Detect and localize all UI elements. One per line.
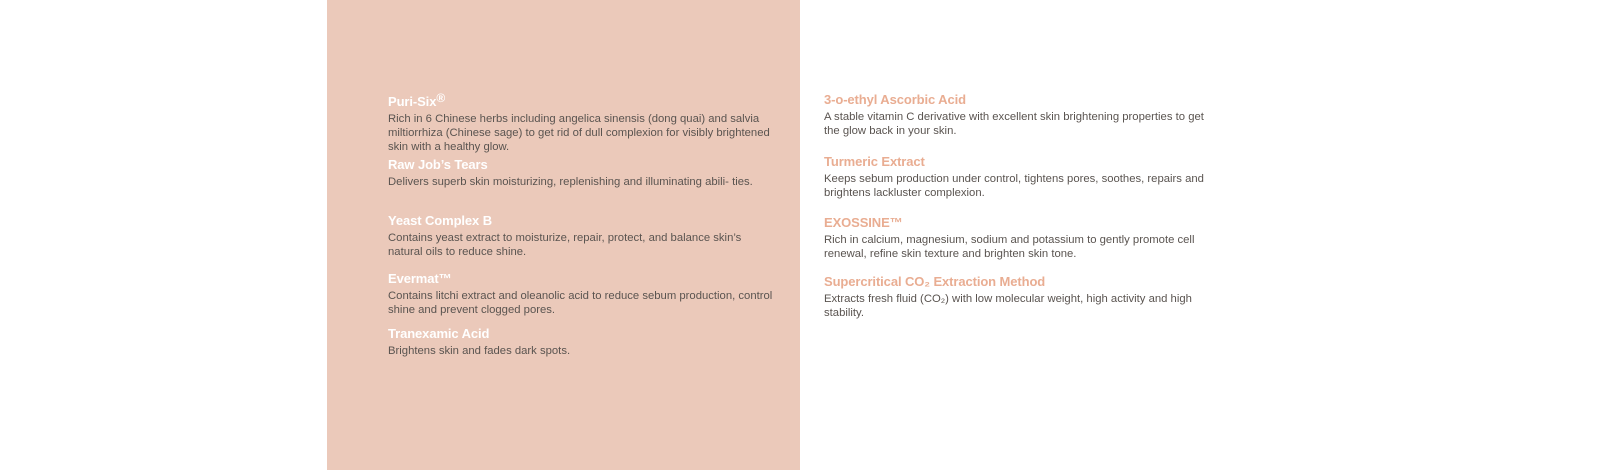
- ingredient-title: Yeast Complex B: [388, 213, 492, 228]
- ingredient-evermat: [388, 271, 773, 317]
- ingredient-description: Contains litchi extract and oleanolic acid to reduce sebum production, control shine and prevent clogged pores.: [388, 290, 773, 316]
- ingredient-description: Keeps sebum production under control, tightens pores, soothes, repairs and brightens lackluster complexion.: [824, 173, 1204, 199]
- ingredient-description: Rich in 6 Chinese herbs including angelica sinensis (dong quai) and salvia miltiorrhiza (Chinese sage) to get rid of dull complexion for visibly brightened skin with a healthy glow.: [388, 113, 770, 153]
- ingredient-tranexamic-acid: [388, 326, 773, 358]
- ingredient-title: Tranexamic Acid: [388, 326, 490, 341]
- ingredient-exossine: [824, 215, 1219, 261]
- ingredient-title: EXOSSINE™: [824, 215, 903, 230]
- ingredient-title: Evermat™: [388, 271, 452, 286]
- ingredient-yeast-complex-b: [388, 213, 773, 259]
- ingredient-raw-jobs-tears: [388, 157, 773, 189]
- ingredient-description: A stable vitamin C derivative with excellent skin brightening properties to get the glow back in your skin.: [824, 111, 1204, 137]
- ingredient-description: Contains yeast extract to moisturize, repair, protect, and balance skin’s natural oils to reduce shine.: [388, 232, 742, 258]
- ingredient-title: Puri-Six®: [388, 91, 446, 109]
- ingredient-description: Brightens skin and fades dark spots.: [388, 345, 571, 357]
- registered-mark: ®: [436, 91, 446, 105]
- left-ingredients-panel: [327, 0, 800, 470]
- ingredient-title: Supercritical CO₂ Extraction Method: [824, 274, 1046, 289]
- ingredient-description: Delivers superb skin moisturizing, replenishing and illuminating abili- ties.: [388, 176, 753, 188]
- ingredient-title: 3-o-ethyl Ascorbic Acid: [824, 92, 966, 107]
- ingredient-supercritical-co2: [824, 274, 1219, 320]
- ingredient-puri-six: [388, 90, 773, 154]
- ingredient-title: Raw Job’s Tears: [388, 157, 488, 172]
- ingredient-description: Extracts fresh fluid (CO₂) with low molecular weight, high activity and high stability.: [824, 293, 1192, 319]
- ingredient-ascorbic-acid: [824, 92, 1219, 138]
- ingredient-description: Rich in calcium, magnesium, sodium and potassium to gently promote cell renewal, refine skin texture and brighten skin tone.: [824, 234, 1195, 260]
- ingredient-title: Turmeric Extract: [824, 154, 925, 169]
- ingredient-turmeric-extract: [824, 154, 1219, 200]
